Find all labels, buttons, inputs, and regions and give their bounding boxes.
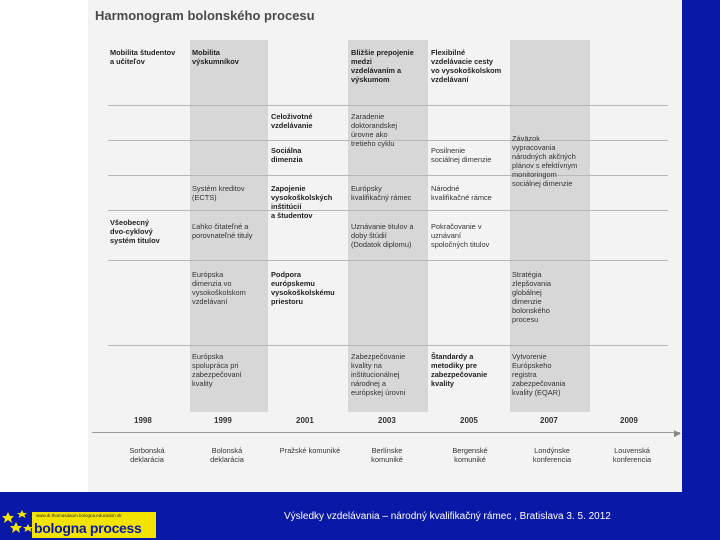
row-divider: [108, 345, 668, 346]
row-divider: [108, 260, 668, 261]
cell-flexible-paths: Flexibilné vzdelávacie cesty vo vysokoškolskom vzdelávaní: [431, 48, 502, 84]
declaration-label: Sorbonská deklarácia: [129, 446, 165, 464]
cell-mobility-researchers: Mobilita výskumníkov: [192, 48, 239, 66]
cell-european-qf: Európsky kvalifikačný rámec: [351, 184, 412, 202]
year-label: 2003: [378, 416, 396, 425]
cell-mobility-students: Mobilita študentov a učiteľov: [110, 48, 176, 66]
cell-two-cycle-system: Všeobecný dvo-cyklový systém titulov: [110, 218, 160, 245]
cell-research-link: Bližšie prepojenie medzi vzdelávaním a výskumom: [351, 48, 414, 84]
bologna-process-logo: [0, 506, 156, 538]
cell-lifelong-learning: Celoživotné vzdelávanie: [271, 112, 313, 130]
page-title: Harmonogram bolonského procesu: [95, 8, 315, 23]
cell-national-qf: Národné kvalifikačné rámce: [431, 184, 492, 202]
year-label: 2001: [296, 416, 314, 425]
logo-small-text: www.dr.thomasdaum.bologna.education.sk: [36, 513, 122, 518]
row-divider: [108, 105, 668, 106]
arrow-right-icon: ▶: [674, 428, 681, 438]
row-divider: [108, 175, 668, 176]
cell-qa-standards: Štandardy a metodiky pre zabezpečovanie kvality: [431, 352, 488, 388]
cell-global-strategy: Stratégia zlepšovania globálnej dimenzie bolonského procesu: [512, 270, 552, 324]
declaration-label: Berlínske komuniké: [371, 446, 403, 464]
declaration-label: Bolonská deklarácia: [210, 446, 244, 464]
year-label: 2005: [460, 416, 478, 425]
declaration-label: Pražské komuniké: [279, 446, 341, 455]
cell-hei-involvement: Zapojenie vysokoškolských inštitúcií a študentov: [271, 184, 333, 220]
cell-qa-levels: Zabezpečovanie kvality na inštitucionálnej národnej a európskej úrovni: [351, 352, 406, 397]
timeline-axis: [92, 432, 680, 433]
declaration-label: Londýnske konferencia: [532, 446, 572, 464]
right-frame-band: [682, 0, 720, 540]
cell-doctoral-level: Zaradenie doktorandskej úrovne ako tretieho cyklu: [351, 112, 398, 148]
year-label: 1998: [134, 416, 152, 425]
cell-readable-degrees: Ľahko čitateľné a porovnateľné tituly: [192, 222, 253, 240]
cell-ehea-promotion: Podpora európskemu vysokoškolskému priestoru: [271, 270, 335, 306]
cell-strengthen-social: Posilnenie sociálnej dimenzie: [431, 146, 492, 164]
row-divider: [108, 210, 668, 211]
declaration-label: Bergenské komuniké: [452, 446, 488, 464]
cell-qa-cooperation: Európska spolupráca pri zabezpečovaní kvality: [192, 352, 242, 388]
cell-joint-degrees: Pokračovanie v uznávaní spoločných titulov: [431, 222, 490, 249]
cell-ects: Systém kreditov (ECTS): [192, 184, 245, 202]
cell-european-dimension: Európska dimenzia vo vysokoškolskom vzdelávaní: [192, 270, 246, 306]
year-label: 2009: [620, 416, 638, 425]
bologna-stars-icon: [2, 508, 34, 538]
footer-caption: Výsledky vzdelávania – národný kvalifikačný rámec , Bratislava 3. 5. 2012: [284, 511, 611, 522]
year-label: 1999: [214, 416, 232, 425]
cell-recognition: Uznávanie titulov a doby štúdií (Dodatok diplomu): [351, 222, 414, 249]
cell-social-dimension: Sociálna dimenzia: [271, 146, 303, 164]
cell-national-action-plans: Záväzok vypracovania národných akčných plánov s efektívnym monitoringom sociálnej dimenzie: [512, 134, 578, 188]
declaration-label: Louvenská konferencia: [612, 446, 652, 464]
cell-eqar: Vytvorenie Európskeho registra zabezpečovania kvality (EQAR): [512, 352, 566, 397]
left-margin: [0, 0, 88, 492]
logo-big-text: bologna process: [34, 520, 142, 536]
year-label: 2007: [540, 416, 558, 425]
